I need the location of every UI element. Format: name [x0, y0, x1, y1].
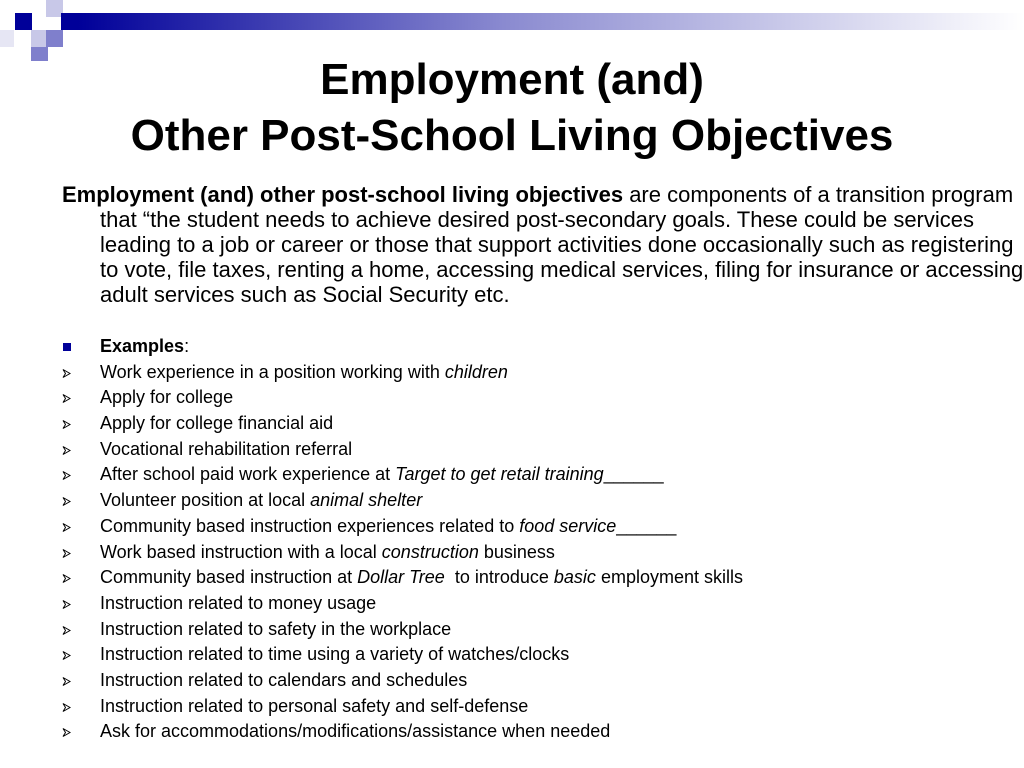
item-text: Work based instruction with a local [100, 541, 382, 562]
list-item [62, 591, 743, 617]
item-text: Instruction related to money usage [100, 592, 377, 613]
item-text: Instruction related to calendars and schedules [100, 669, 468, 690]
item-text: Instruction related to personal safety and self-defense [100, 695, 529, 716]
item-italic: animal shelter [310, 490, 423, 511]
item-tail: to introduce [444, 567, 554, 588]
list-item [62, 360, 743, 386]
arrow-bullet-icon [62, 626, 71, 635]
item-text: Instruction related to time using a variety of watches/clocks [100, 644, 570, 665]
item-tail: ______ [603, 464, 664, 485]
item-text: After school paid work experience at [100, 464, 396, 485]
list-item [62, 719, 743, 745]
arrow-bullet-icon [62, 420, 71, 429]
item-text: Work experience in a position working with [100, 361, 445, 382]
arrow-bullet-icon [62, 703, 71, 712]
item-italic: Dollar Tree [357, 567, 445, 588]
examples-list [62, 334, 743, 745]
list-item [62, 694, 743, 720]
item-italic: children [444, 361, 508, 382]
list-item [62, 488, 743, 514]
list-item [62, 385, 743, 411]
arrow-bullet-icon [62, 497, 71, 506]
arrow-bullet-icon [62, 446, 71, 455]
arrow-bullet-icon [62, 523, 71, 532]
title-line-1: Employment (and) [320, 55, 704, 104]
arrow-bullet-icon [62, 369, 71, 378]
list-item [62, 514, 743, 540]
arrow-bullet-icon [62, 574, 71, 583]
title-line-2: Other Post-School Living Objectives [130, 111, 894, 160]
intro-paragraph [62, 182, 1024, 307]
arrow-bullet-icon [62, 600, 71, 609]
examples-label: Examples [100, 336, 185, 356]
item-text: Apply for college [100, 387, 234, 408]
item-tail: ______ [616, 515, 677, 536]
slide-title [0, 52, 1024, 164]
item-text: Vocational rehabilitation referral [100, 438, 353, 459]
arrow-bullet-icon [62, 728, 71, 737]
arrow-bullet-icon [62, 549, 71, 558]
item-italic: food service [519, 515, 617, 536]
list-item [62, 617, 743, 643]
list-item [62, 462, 743, 488]
item-text: Community based instruction experiences related to [100, 515, 520, 536]
arrow-bullet-icon [62, 394, 71, 403]
arrow-bullet-icon [62, 651, 71, 660]
examples-heading [62, 334, 743, 360]
item-text: Apply for college financial aid [100, 413, 334, 434]
list-item [62, 668, 743, 694]
list-item [62, 642, 743, 668]
item-text: Volunteer position at local [100, 490, 311, 511]
item-text: Instruction related to safety in the workplace [100, 618, 452, 639]
list-item [62, 540, 743, 566]
examples-colon: : [184, 336, 190, 356]
item-tail-2: employment skills [595, 567, 743, 588]
arrow-bullet-icon [62, 471, 71, 480]
list-item [62, 565, 743, 591]
item-italic-2: basic [553, 567, 596, 588]
intro-text: are components of a transition program that “the student needs to achieve desired post-secondary goals. These could be services leading to a job or career or those that support activities done occasionally such as registering to vote, file taxes, renting a home, accessing medical services, filing for insurance or accessing adult services such as Social Security etc. [100, 182, 1024, 307]
list-item [62, 437, 743, 463]
item-italic: construction [381, 541, 479, 562]
list-item [62, 411, 743, 437]
item-tail: business [478, 541, 555, 562]
item-italic: Target to get retail training [395, 464, 604, 485]
intro-bold-term: Employment (and) other post-school living objectives [62, 182, 624, 207]
item-text: Community based instruction at [100, 567, 358, 588]
arrow-bullet-icon [62, 677, 71, 686]
item-text: Ask for accommodations/modifications/assistance when needed [100, 721, 611, 742]
